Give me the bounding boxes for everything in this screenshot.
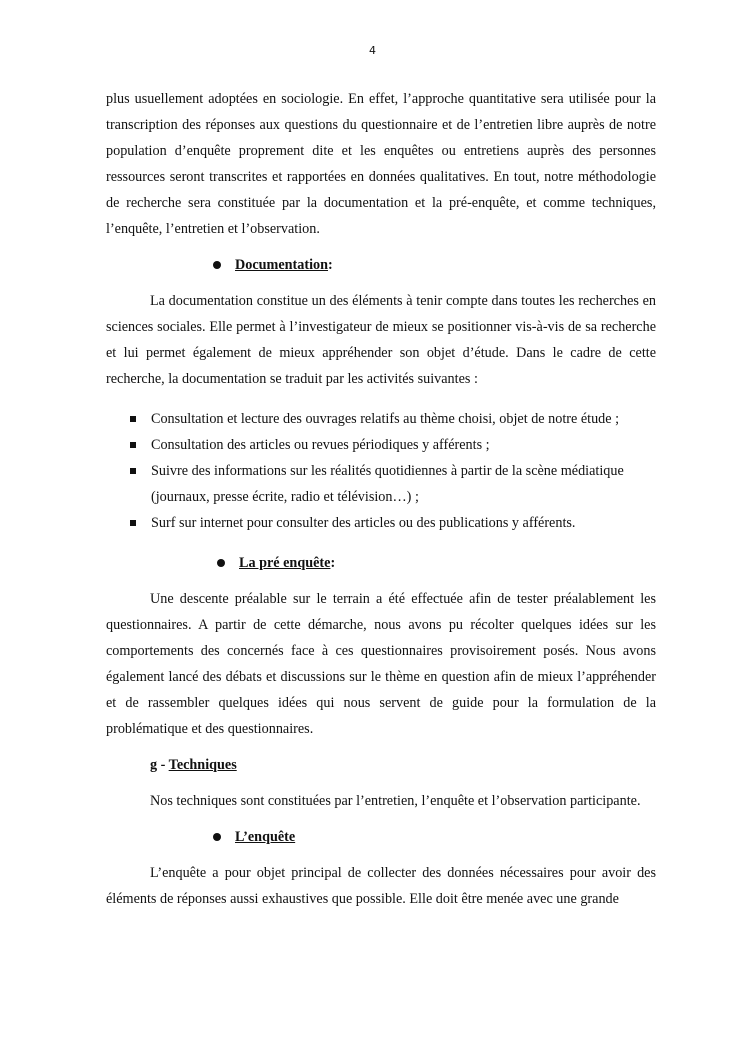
intro-paragraph: plus usuellement adoptées en sociologie. En effet, l’approche quantitative sera utilisée pour la transcription des réponses aux questions du questionnaire et de l’entretien libre auprès de notre population d’enquête proprement dite et les enquêtes ou entretiens auprès des personnes ressources seront transcrites et rapportées en données qualitatives. En tout, notre méthodologie de recherche sera constituée par la documentation et la pré-enquête, et comme techniques, l’enquête, l’entretien et l’observation. (106, 91, 656, 237)
enquete-paragraph: L’enquête a pour objet principal de collecter des données nécessaires pour avoir des éléments de réponses aussi exhaustives que possible. Elle doit être menée avec une grande (106, 865, 656, 907)
list-item: Consultation des articles ou revues périodiques y afférents ; (106, 432, 656, 458)
page-number: 4 (369, 44, 376, 57)
bullet-icon (213, 833, 221, 841)
techniques-heading: g - Techniques (150, 757, 237, 773)
list-item: Surf sur internet pour consulter des articles ou des publications y afférents. (106, 510, 656, 536)
bullet-icon (213, 261, 221, 269)
bullet-icon (217, 559, 225, 567)
square-bullet-icon (130, 468, 136, 474)
pre-enquete-heading: La pré enquête : (106, 550, 656, 576)
document-body (106, 86, 656, 912)
documentation-paragraph: La documentation constitue un des éléments à tenir compte dans toutes les recherches en sciences sociales. Elle permet à l’investigateur de mieux se positionner vis-à-vis de sa recherche et lui permet également de mieux appréhender son objet d’étude. Dans le cadre de cette recherche, la documentation se traduit par les activités suivantes : (106, 293, 656, 387)
square-bullet-icon (130, 442, 136, 448)
documentation-heading: Documentation : (106, 252, 656, 278)
square-bullet-icon (130, 416, 136, 422)
list-item: Suivre des informations sur les réalités quotidiennes à partir de la scène médiatique (journaux, presse écrite, radio et télévision…) ; (106, 458, 656, 510)
pre-enquete-paragraph: Une descente préalable sur le terrain a été effectuée afin de tester préalablement les questionnaires. A partir de cette démarche, nous avons pu récolter quelques idées sur les comportements des concernés face à ces questionnaires provisoirement posés. Nous avons également lancé des débats et discussions sur le thème en question afin de mieux l’appréhender et de rassembler quelques idées qui nous servent de guide pour la formulation de la problématique et des questionnaires. (106, 591, 656, 737)
techniques-paragraph: Nos techniques sont constituées par l’entretien, l’enquête et l’observation participante. (150, 793, 641, 809)
enquete-heading: L’enquête (106, 824, 656, 850)
documentation-list (106, 406, 656, 536)
list-item: Consultation et lecture des ouvrages relatifs au thème choisi, objet de notre étude ; (106, 406, 656, 432)
square-bullet-icon (130, 520, 136, 526)
